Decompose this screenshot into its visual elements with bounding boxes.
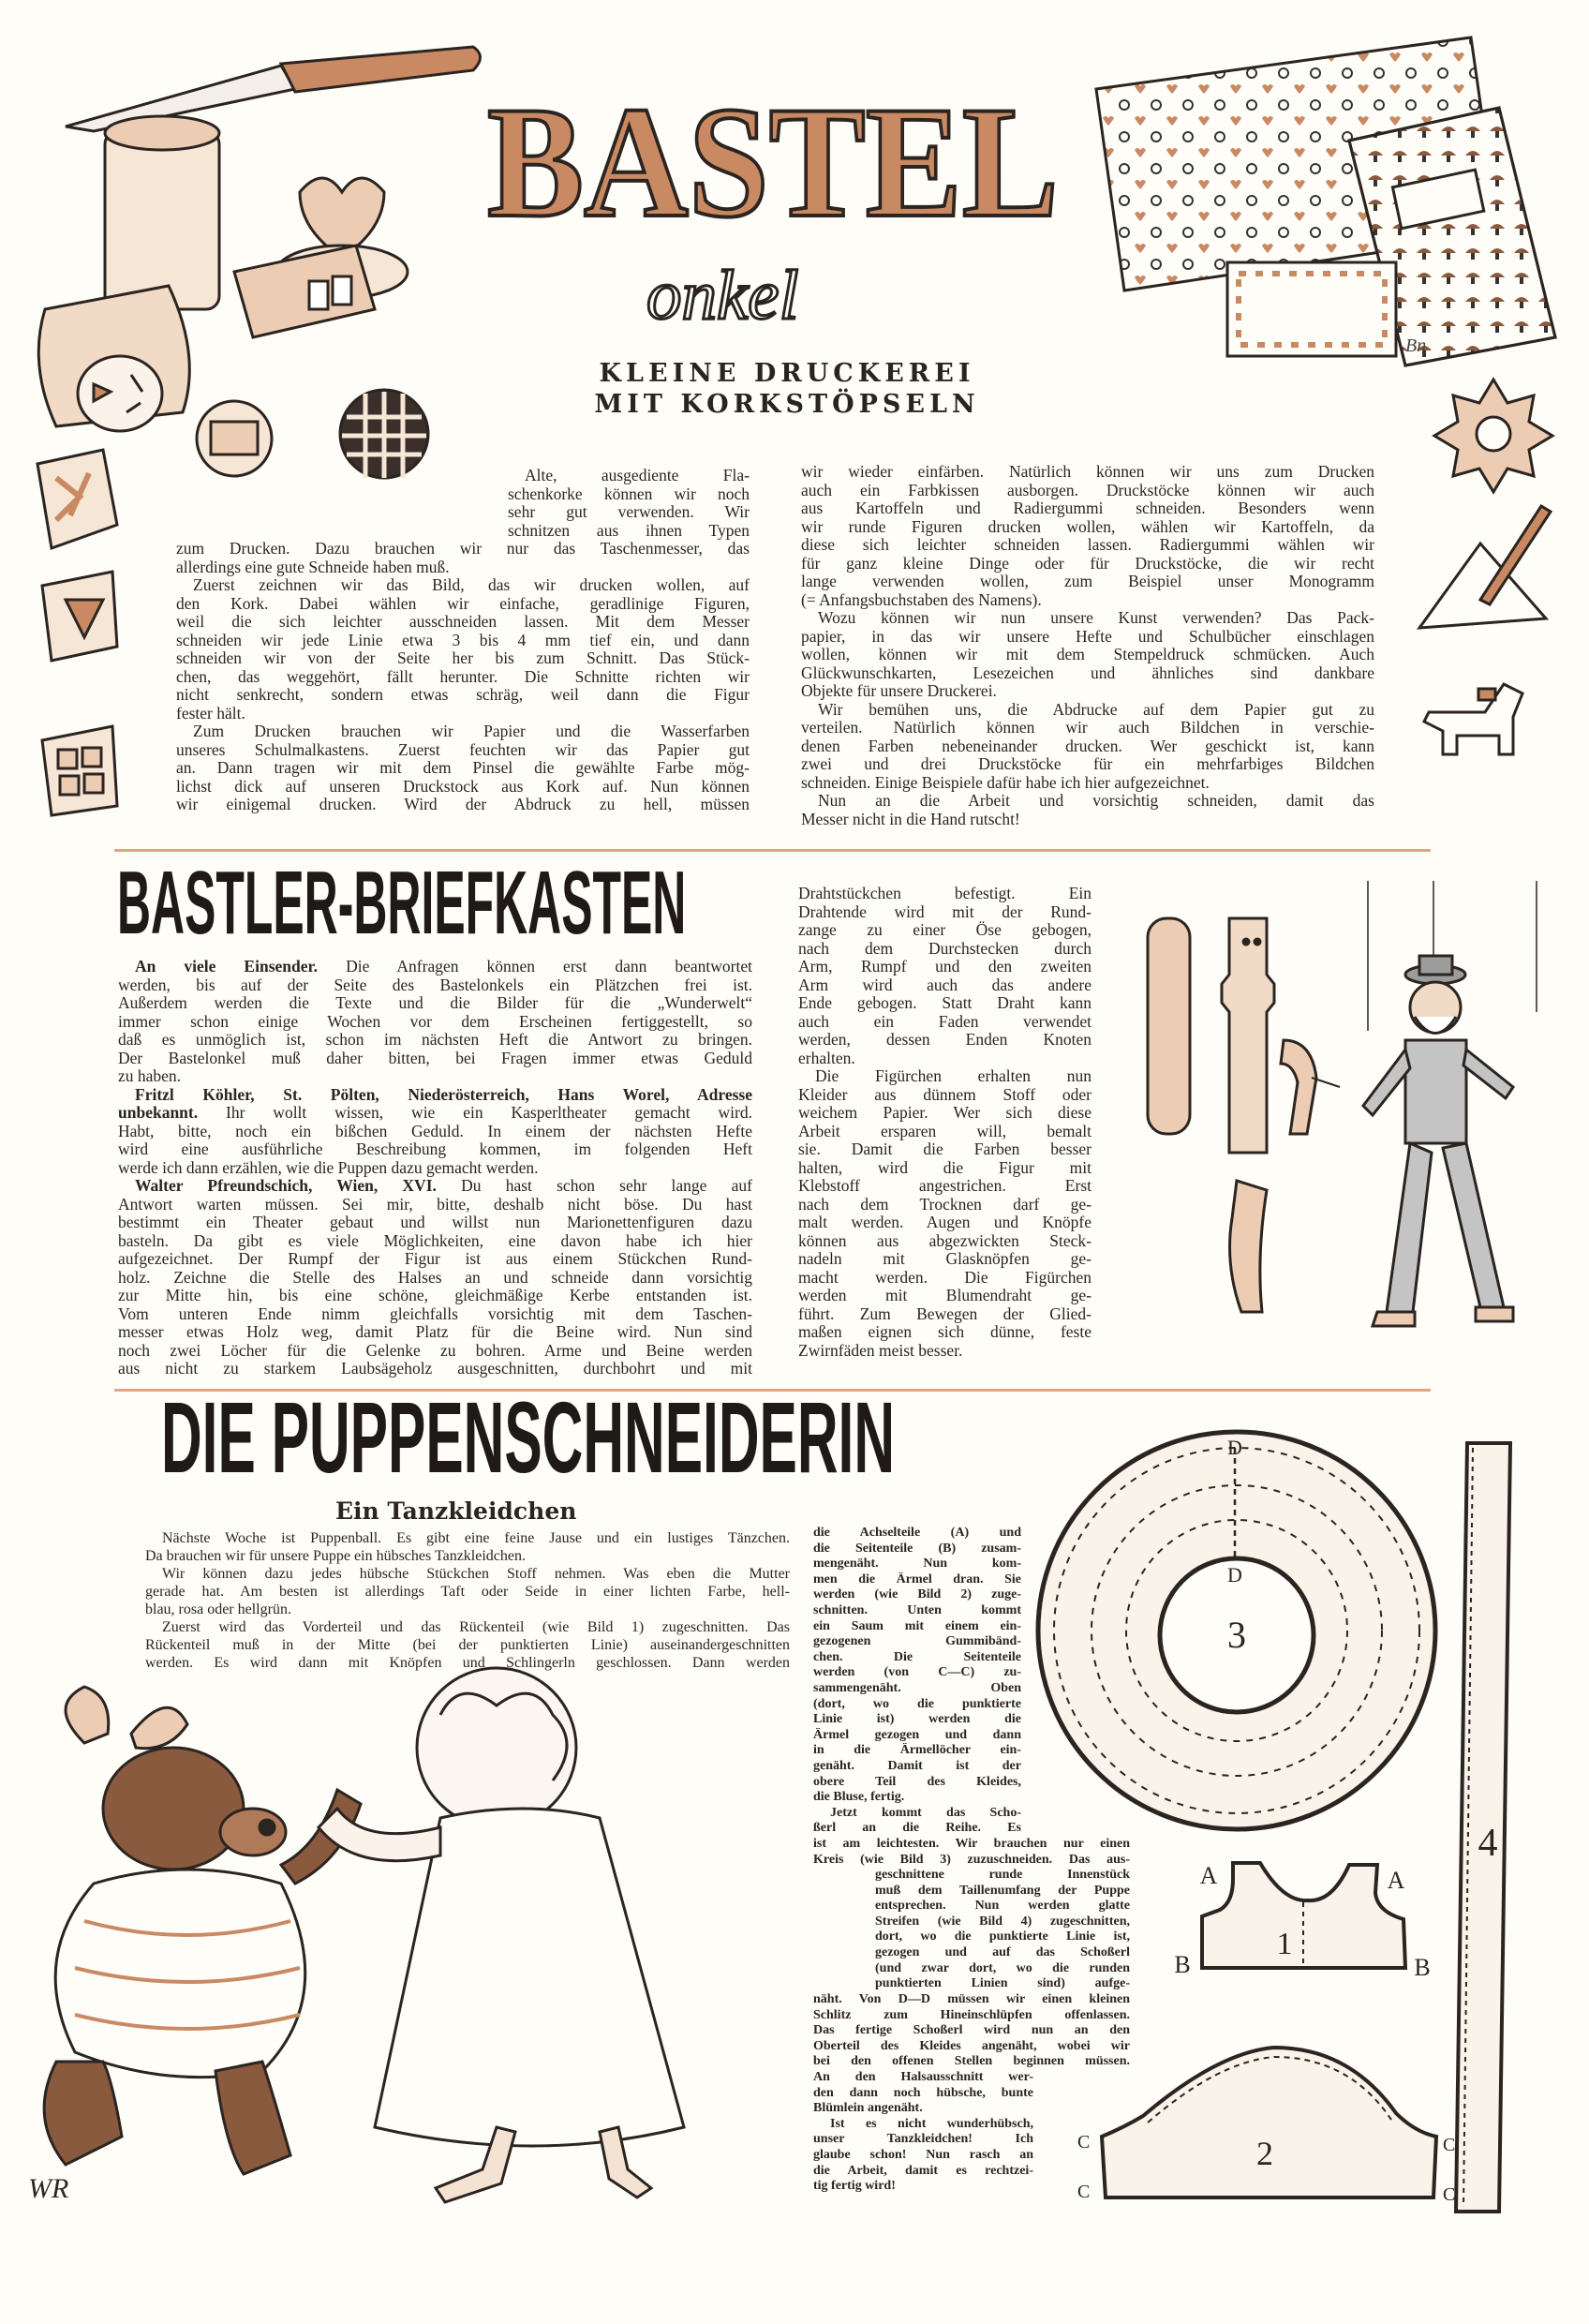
paragraph — [798, 885, 1092, 1067]
text-line: zwei und drei Druckstöcke für ein mehrfarbiges Bildchen — [801, 755, 1374, 773]
paragraph — [801, 792, 1374, 828]
text-line: lange verwenden wollen, zum Beispiel unser Monogramm — [801, 573, 1374, 590]
paragraph — [813, 2070, 1033, 2117]
text-line: Ärmel gezogen und dann — [813, 1727, 1021, 1742]
text-line: aufgezeichnet. Der Rumpf der Figur ist aus einem Stückchen Rund- — [118, 1250, 752, 1268]
text-line: macht werden. Die Figürchen — [798, 1268, 1092, 1287]
text-line: holz. Zeichne die Stelle des Halses an und schneide dann vorsichtig — [118, 1268, 752, 1287]
paragraph — [813, 2117, 1033, 2195]
paragraph — [118, 1177, 752, 1378]
text-line: Zwirnfäden meist besser. — [798, 1341, 963, 1360]
paragraph — [813, 1992, 1130, 2070]
text-line: gezogenen Gummibänd- — [813, 1634, 1021, 1649]
text-line: zu haben. — [118, 1067, 182, 1085]
text-line: die Arbeit, damit es rechtzei- — [813, 2163, 1033, 2178]
text-line: wird eine ausführliche Beschreibung kommen, im folgenden Heft — [118, 1140, 752, 1158]
text-line: Jetzt kommt das Scho- — [830, 1805, 1021, 1820]
text-line: Zuerst zeichnen wir das Bild, das wir drucken wollen, auf — [193, 576, 750, 594]
text-line: Klebstoff angestrichen. Erst — [798, 1177, 1092, 1195]
text-line: werden (von C—C) zu- — [813, 1665, 1021, 1680]
line-text: Die Anfragen können erst dann beantwortet — [318, 958, 752, 976]
cork-stamp-examples — [37, 450, 117, 815]
text-line: Oberteil des Kleides angenäht, wobei wir — [813, 2038, 1130, 2053]
text-line: die Bluse, fertig. — [813, 1790, 905, 1805]
text-line: mengenäht. Nun kom- — [813, 1557, 1021, 1572]
text-line: (dort, wo die punktierte — [813, 1696, 1021, 1711]
puppen-right-block-1 — [813, 1526, 1021, 1837]
pattern-label-c4: C — [1443, 2184, 1456, 2205]
text-line: (und zwar dort, wo die runden — [875, 1960, 1130, 1975]
text-line: nadeln mit Glasknöpfen ge- — [798, 1250, 1092, 1268]
line-text: Ihr wollt wissen, wie ein Kasperltheater gemacht wird. — [198, 1104, 752, 1122]
text-line: Da brauchen wir für unsere Puppe ein hübsches Tanzkleidchen. — [145, 1548, 526, 1564]
text-line: Objekte für unsere Druckerei. — [801, 682, 997, 700]
paragraph — [145, 1618, 790, 1672]
knife-and-corks-illustration — [38, 47, 480, 478]
puppen-intro-text — [145, 1529, 790, 1672]
paragraph — [118, 1086, 752, 1178]
text-line: werden, dessen Enden Knoten — [798, 1031, 1092, 1049]
puppen-right-block-3 — [875, 1868, 1130, 1992]
text-line: Drahtstückchen befestigt. Ein — [798, 885, 1092, 902]
text-line: gerade hat. Am besten ist allerdings Taft oder Seide in einer lichten Farbe, hell- — [145, 1584, 790, 1600]
text-line: Wir bemühen uns, die Abdrucke auf dem Papier gut zu — [818, 700, 1374, 719]
pattern-number-2: 2 — [1256, 2135, 1273, 2172]
text-line: weichem Papier. Wer sich diese — [798, 1104, 1092, 1122]
stamp-motifs-illustration — [1419, 380, 1552, 754]
paragraph — [813, 1806, 1021, 1837]
text-line: die Seitenteile (B) zusam- — [813, 1541, 1021, 1556]
text-line: wir einigemal drucken. Wird der Abdruck zu hell, müssen — [176, 796, 750, 813]
text-line: unseres Schulmalkastens. Zuerst feuchten wir das Papier gut — [176, 740, 750, 759]
text-line: immer schon einige Wochen vor dem Erscheinen fertiggestellt, so — [118, 1012, 752, 1031]
text-line: bei den offenen Stellen beginnen müssen. — [813, 2054, 1130, 2069]
text-line: ßerl an die Reihe. Es — [813, 1821, 1021, 1836]
text-line: denen Farben nebeneinander drucken. Wer geschickt ist, kann — [801, 737, 1374, 755]
text-line: An den Halsausschnitt wer- — [813, 2070, 1033, 2084]
text-line: verteilen. Natürlich können wir auch Bildchen in verschie- — [801, 719, 1374, 737]
paragraph — [118, 958, 752, 1086]
text-line: Nächste Woche ist Puppenball. Es gibt eine feine Jause und ein lustiges Tänzchen. — [162, 1530, 790, 1546]
text-line: Arbeit ersparen will, bemalt — [798, 1122, 1092, 1140]
text-line: werden (wie Bild 2) zuge- — [813, 1587, 1021, 1602]
briefkasten-middle-column — [798, 885, 1092, 1360]
paragraph — [176, 723, 750, 814]
text-line: Wozu können wir nun unsere Kunst verwenden? Das Pack- — [818, 609, 1374, 627]
text-line: Arm, Rumpf und den zweiten — [798, 958, 1092, 976]
text-line: papier, in das wir unsere Hefte und Schulbücher einschlagen — [801, 627, 1374, 646]
text-line: ein Saum mit einem ein- — [813, 1618, 1021, 1633]
text-line: Zuerst wird das Vorderteil und das Rückenteil (wie Bild 1) zugeschnitten. Das — [162, 1619, 790, 1635]
pattern-label-a-right: A — [1387, 1867, 1405, 1894]
pattern-label-b-right: B — [1414, 1954, 1431, 1981]
text-line: halten, wird die Figur mit — [798, 1158, 1092, 1177]
bear-and-girl-illustration — [28, 1668, 684, 2204]
text-line: Blümlein angenäht. — [813, 2101, 923, 2116]
text-line: auch ein Faden verwendet — [798, 1012, 1092, 1031]
text-line: ist am leichtesten. Wir brauchen nur einen — [813, 1837, 1130, 1851]
puppen-right-block-2 — [813, 1837, 1130, 1868]
text-line: dort, wo die punktierte Linie ist, — [875, 1929, 1130, 1944]
text-line: Vom unteren Ende nimm gleichfalls vorsichtig mit dem Taschen- — [118, 1304, 752, 1323]
paragraph — [798, 1067, 1092, 1360]
text-line: Die Figürchen erhalten nun — [815, 1067, 1092, 1085]
article-title-line-1: KLEINE DRUCKEREI — [599, 359, 975, 388]
text-line: Kleider aus dünnem Stoff oder — [798, 1085, 1092, 1104]
paragraph — [813, 1837, 1130, 1868]
marionette-illustration — [1148, 881, 1537, 1326]
text-line: glaube schon! Nun rasch an — [813, 2147, 1033, 2162]
pattern-number-3: 3 — [1227, 1614, 1246, 1656]
text-line: sie. Damit die Farben besser — [798, 1140, 1092, 1158]
text-line: Zum Drucken brauchen wir Papier und die Wasserfarben — [193, 723, 750, 740]
paragraph — [801, 701, 1374, 793]
text-line: gezogen und auf das Schoßerl — [875, 1944, 1130, 1959]
text-line: Ende gebogen. Statt Draht kann — [798, 994, 1092, 1012]
pattern-label-c1: C — [1077, 2132, 1091, 2153]
text-line: schneiden wir von der Seite her bis zum Schnitt. Das Stück- — [176, 649, 750, 667]
article1-left-column — [176, 467, 750, 814]
text-line: diese sich leichter schneiden lassen. Radiergummi wählen wir — [801, 536, 1374, 554]
text-line: werden. Es wird dann mit Knöpfen und Schlingerln geschlossen. Dann werden — [145, 1655, 790, 1671]
text-line: in die Ärmellöcher ein- — [813, 1743, 1021, 1758]
puppen-right-block-4 — [813, 1992, 1130, 2070]
text-line: malt werden. Augen und Knöpfe — [798, 1214, 1092, 1231]
text-line — [118, 1086, 752, 1105]
pattern-number-4: 4 — [1478, 1822, 1498, 1865]
bold-addressee: An viele Einsender. — [135, 958, 319, 976]
text-line: weil die sich leichter ausschneiden lassen. Mit dem Messer — [176, 613, 750, 631]
text-line: (= Anfangsbuchstaben des Namens). — [801, 590, 1042, 609]
text-line: Schlitz zum Hineinschlüpfen offenlassen. — [813, 2007, 1130, 2022]
text-line: sammengenäht. Oben — [813, 1680, 1021, 1695]
text-line: Arm wird auch das andere — [798, 976, 1092, 994]
text-line: lichst dick auf unseren Druckstock aus Kork auf. Nun können — [176, 777, 750, 796]
text-line: chen. Die Seitenteile — [813, 1649, 1021, 1664]
text-line: nicht senkrecht, sondern etwas schräg, weil dann die Figur — [176, 686, 750, 704]
text-line: können aus abgezwickten Steck- — [798, 1231, 1092, 1250]
text-line: Ist es nicht wunderhübsch, — [830, 2116, 1033, 2131]
text-line: genäht. Damit ist der — [813, 1758, 1021, 1773]
text-line: sehr gut verwenden. Wir — [508, 503, 750, 521]
text-line: schenkorke können wir noch — [508, 484, 750, 503]
text-line: blau, rosa oder hellgrün. — [145, 1601, 291, 1617]
bold-addressee: unbekannt. — [118, 1104, 199, 1122]
puppen-title: DIE PUPPENSCHNEIDERIN — [161, 1380, 896, 1494]
text-line: führt. Zum Bewegen der Glied- — [798, 1304, 1092, 1323]
text-line: unser Tanzkleidchen! Ich — [813, 2132, 1033, 2147]
paragraph — [145, 1565, 790, 1618]
text-line: allerdings eine gute Schneide haben muß. — [176, 558, 450, 576]
pattern-label-c2: C — [1077, 2182, 1091, 2202]
puppen-subtitle: Ein Tanzkleidchen — [335, 1497, 577, 1525]
paragraph — [176, 576, 750, 723]
pattern-label-d-inner: D — [1227, 1563, 1242, 1587]
text-line: Kreis (wie Bild 3) zuzuschneiden. Das aus- — [813, 1852, 1130, 1867]
text-line: den dann noch hübsche, bunte — [813, 2085, 1033, 2100]
line-text: Du hast schon sehr lange auf — [436, 1177, 752, 1195]
text-line — [118, 958, 752, 976]
text-line: zange zu einer Öse gebogen, — [798, 921, 1092, 939]
text-line: bestimmt ein Theater gebaut und willst nun Marionettenfiguren dazu — [118, 1214, 752, 1231]
article-title — [525, 358, 1049, 420]
article-title-line-2: MIT KORKSTÖPSELN — [594, 390, 980, 419]
text-line: Drahtende wird mit der Rund- — [798, 902, 1092, 921]
text-line: wollen, können wir mit dem Stempeldruck schmücken. Auch — [801, 646, 1374, 663]
text-line: die Achselteile (A) und — [813, 1526, 1021, 1540]
text-line: fester hält. — [176, 704, 245, 723]
text-line: Glückwunschkarten, Lesezeichen und ähnliches sind dankbare — [801, 663, 1374, 682]
pattern-label-b-left: B — [1174, 1951, 1191, 1978]
pattern-label-d-top: D — [1227, 1436, 1242, 1459]
briefkasten-left-column — [118, 958, 752, 1378]
text-line: Antwort warten müssen. Sei mir, bitte, deshalb nicht böse. Du hast — [118, 1195, 752, 1214]
text-line: noch zwei Löcher für die Gelenke zu bohren. Arme und Beine werden — [118, 1341, 752, 1360]
text-line — [118, 1104, 752, 1123]
logo-script: onkel — [646, 257, 799, 335]
text-line: Außerdem werden die Texte und die Bilder für die „Wunderwelt“ — [118, 994, 752, 1012]
text-line: zur Mitte hin, bis eine schöne, gleichmäßige Kerbe entstanden ist. — [118, 1287, 752, 1304]
text-line: daß es unmöglich ist, schon im nächsten Heft die Antwort zu bringen. — [118, 1031, 752, 1049]
text-line: schneiden wir jede Linie etwa 3 bis 4 mm tief ein, und dann — [176, 631, 750, 649]
briefkasten-title: BASTLER-BRIEFKASTEN — [117, 853, 687, 953]
paragraph — [813, 1526, 1021, 1806]
text-line: Rückenteil muß in der Mitte (bei der punktierten Linie) auseinandergeschnitten — [145, 1637, 790, 1653]
paragraph — [176, 467, 750, 576]
text-line: nach dem Trocknen darf ge- — [798, 1195, 1092, 1214]
text-line: schnitzen aus ihnen Typen — [508, 521, 750, 540]
signature-bottom: WR — [28, 2173, 69, 2204]
text-line: maßen eignen sich dünne, feste — [798, 1323, 1092, 1341]
text-line: auch ein Farbkissen ausborgen. Druckstöcke können wir auch — [801, 481, 1374, 499]
text-line: entsprechen. Nun werden glatte — [875, 1899, 1130, 1914]
text-line: Alte, ausgediente Fla- — [525, 467, 750, 484]
signature-top: Bn — [1405, 335, 1427, 356]
text-line: an. Dann tragen wir mit dem Pinsel die gewählte Farbe mög- — [176, 759, 750, 777]
text-line: zum Drucken. Dazu brauchen wir nur das Taschenmesser, das — [176, 540, 750, 558]
text-line: näht. Von D—D müssen wir einen kleinen — [813, 1992, 1130, 2006]
pattern-piece-1-bodice — [1174, 1862, 1430, 1981]
bold-addressee: Walter Pfreundschich, Wien, XVI. — [135, 1177, 437, 1195]
paragraph — [875, 1868, 1130, 1992]
puppen-right-block-5 — [813, 2070, 1033, 2195]
text-line — [118, 1177, 752, 1196]
bastel-onkel-logo — [468, 37, 1087, 347]
text-line: schneiden. Einige Beispiele dafür habe ich hier aufgezeichnet. — [801, 773, 1210, 792]
section-divider — [114, 849, 1431, 852]
text-line: werde ich dann erzählen, wie die Puppen dazu gemacht werden. — [118, 1158, 539, 1177]
pattern-label-a-left: A — [1199, 1862, 1218, 1889]
text-line: Streifen (wie Bild 4) zugeschnitten, — [875, 1914, 1130, 1929]
text-line: messer etwas Holz weg, damit Platz für die Beine wird. Nun sind — [118, 1323, 752, 1341]
text-line: punktierten Linien sind) aufge- — [875, 1976, 1130, 1991]
text-line: Linie ist) werden die — [813, 1712, 1021, 1727]
pattern-piece-4-strip — [1456, 1443, 1510, 2212]
logo-word: BASTEL — [487, 74, 1059, 250]
text-line: werden mit Blumendraht ge- — [798, 1287, 1092, 1304]
text-line: muß dem Taillenumfang der Puppe — [875, 1883, 1130, 1898]
bold-addressee: Fritzl Köhler, St. Pölten, Niederösterreich, Hans Worel, Adresse — [135, 1085, 752, 1104]
text-line: Habt, bitte, noch ein bißchen Geduld. In einem der nächsten Hefte — [118, 1122, 752, 1140]
paragraph — [801, 463, 1374, 609]
text-line: Nun an die Arbeit und vorsichtig schneiden, damit das — [818, 792, 1374, 810]
text-line: wir wieder einfärben. Natürlich können wir uns zum Drucken — [801, 463, 1374, 481]
paragraph — [145, 1529, 790, 1565]
text-line: geschnittene runde Innenstück — [875, 1868, 1130, 1882]
text-line: Wir können dazu jedes hübsche Stückchen Stoff nehmen. Was eben die Mutter — [162, 1566, 790, 1582]
text-line: nach dem Durchstecken durch — [798, 939, 1092, 958]
printed-papers-illustration — [1096, 37, 1555, 365]
text-line: men die Ärmel dran. Sie — [813, 1572, 1021, 1587]
pattern-piece-3-circle — [1038, 1432, 1435, 1829]
text-line: obere Teil des Kleides, — [813, 1774, 1021, 1789]
text-line: chen, das weggehört, fällt herunter. Die Schnitte richten wir — [176, 667, 750, 686]
pattern-piece-2-sleeve — [1077, 2048, 1455, 2205]
text-line: für ganz kleine Dinge oder für Druckstöcke, die wir recht — [801, 554, 1374, 573]
text-line: Der Bastelonkel muß daher bitten, bei Fragen immer etwas Geduld — [118, 1049, 752, 1067]
pattern-number-1: 1 — [1276, 1927, 1293, 1961]
article1-right-column — [801, 463, 1374, 828]
text-line: aus nicht zu starkem Laubsägeholz ausgeschnitten, durchbohrt und mit — [118, 1360, 752, 1378]
text-line: den Kork. Dabei wählen wir einfache, geradlinige Figuren, — [176, 594, 750, 613]
text-line: Das fertige Schoßerl wird nun an den — [813, 2023, 1130, 2038]
text-line: Messer nicht in die Hand rutscht! — [801, 810, 1020, 828]
text-line: schnitten. Unten kommt — [813, 1602, 1021, 1617]
text-line: erhalten. — [798, 1049, 855, 1067]
paragraph — [801, 609, 1374, 701]
text-line: werden, bis auf der Seite des Bastelonkels ein Plätzchen frei ist. — [118, 976, 752, 994]
text-line: wir runde Figuren drucken wollen, wählen wir Kartoffeln, da — [801, 517, 1374, 536]
pattern-label-c3: C — [1443, 2135, 1456, 2155]
text-line: aus Kartoffeln und Radiergummi schneiden. Besonders wenn — [801, 499, 1374, 517]
text-line: tig fertig wird! — [813, 2179, 896, 2194]
text-line: basteln. Da gibt es viele Möglichkeiten, eine davon habe ich hier — [118, 1231, 752, 1250]
